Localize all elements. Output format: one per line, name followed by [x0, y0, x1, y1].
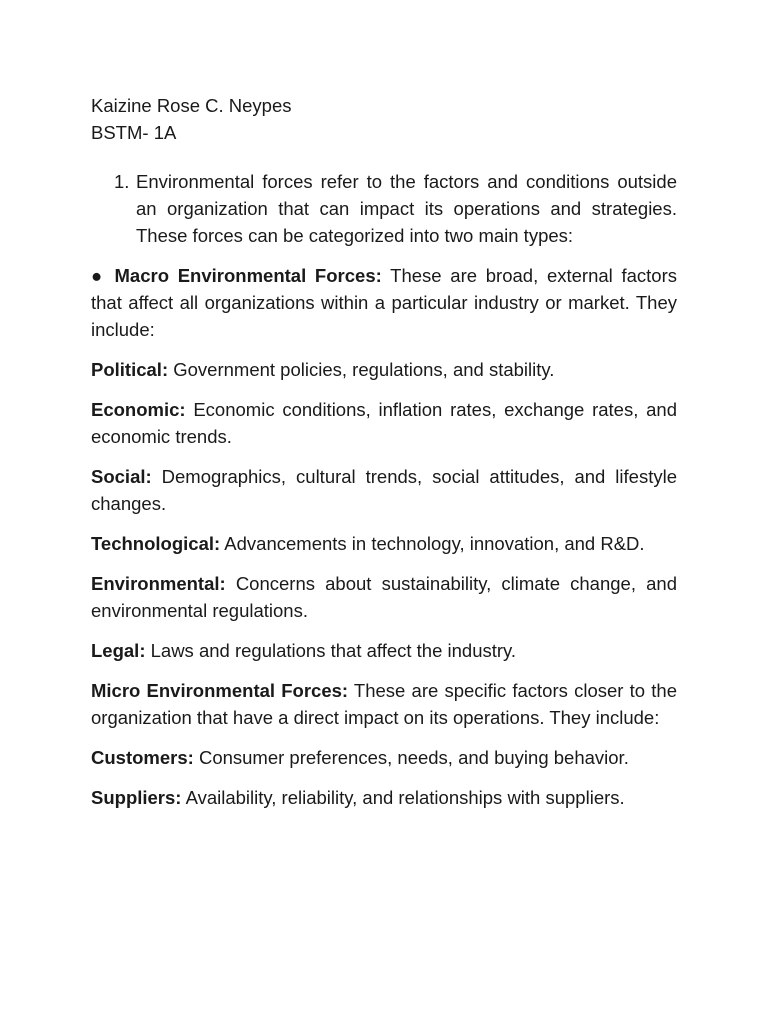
micro-item-text: Consumer preferences, needs, and buying behavior. [193, 747, 629, 768]
macro-item-text: Government policies, regulations, and stability. [168, 359, 555, 380]
micro-paragraph [91, 677, 677, 731]
macro-item-economic [91, 396, 677, 450]
macro-item-term: Social: [91, 466, 152, 487]
intro-number: 1. [114, 171, 130, 192]
micro-item-suppliers [91, 784, 677, 811]
micro-item-term: Suppliers: [91, 787, 182, 808]
macro-item-text: Concerns about sustainability, climate change, and environmental regulations. [91, 573, 677, 621]
document-page [91, 92, 677, 811]
micro-item-text: Availability, reliability, and relationships with suppliers. [181, 787, 625, 808]
macro-item-technological [91, 530, 677, 557]
intro-paragraph [91, 168, 677, 249]
micro-text: These are specific factors closer to the organization that have a direct impact on its operations. They include: [91, 680, 677, 728]
macro-item-text: Advancements in technology, innovation, and R&D. [220, 533, 645, 554]
macro-paragraph [91, 262, 677, 343]
micro-term: Micro Environmental Forces: [91, 680, 349, 701]
macro-item-legal [91, 637, 677, 664]
micro-item-term: Customers: [91, 747, 194, 768]
macro-item-term: Environmental: [91, 573, 226, 594]
macro-item-term: Political: [91, 359, 169, 380]
micro-item-customers [91, 744, 677, 771]
macro-text: These are broad, external factors that affect all organizations within a particular industry or market. They include: [91, 265, 678, 340]
macro-item-text: Laws and regulations that affect the industry. [145, 640, 517, 661]
macro-item-environmental [91, 570, 677, 624]
macro-item-text: Economic conditions, inflation rates, exchange rates, and economic trends. [91, 399, 677, 447]
macro-term: Macro Environmental Forces: [114, 265, 382, 286]
macro-item-text: Demographics, cultural trends, social attitudes, and lifestyle changes. [91, 466, 677, 514]
macro-bullet: ● [91, 265, 106, 286]
course-section: BSTM- 1A [91, 122, 177, 143]
macro-item-social [91, 463, 677, 517]
author-name: Kaizine Rose C. Neypes [91, 95, 292, 116]
intro-text: Environmental forces refer to the factors and conditions outside an organization that can impact its operations and strategies. These forces can be categorized into two main types: [136, 171, 677, 246]
macro-item-term: Economic: [91, 399, 186, 420]
macro-item-term: Legal: [91, 640, 146, 661]
macro-item-political [91, 356, 677, 383]
macro-item-term: Technological: [91, 533, 221, 554]
